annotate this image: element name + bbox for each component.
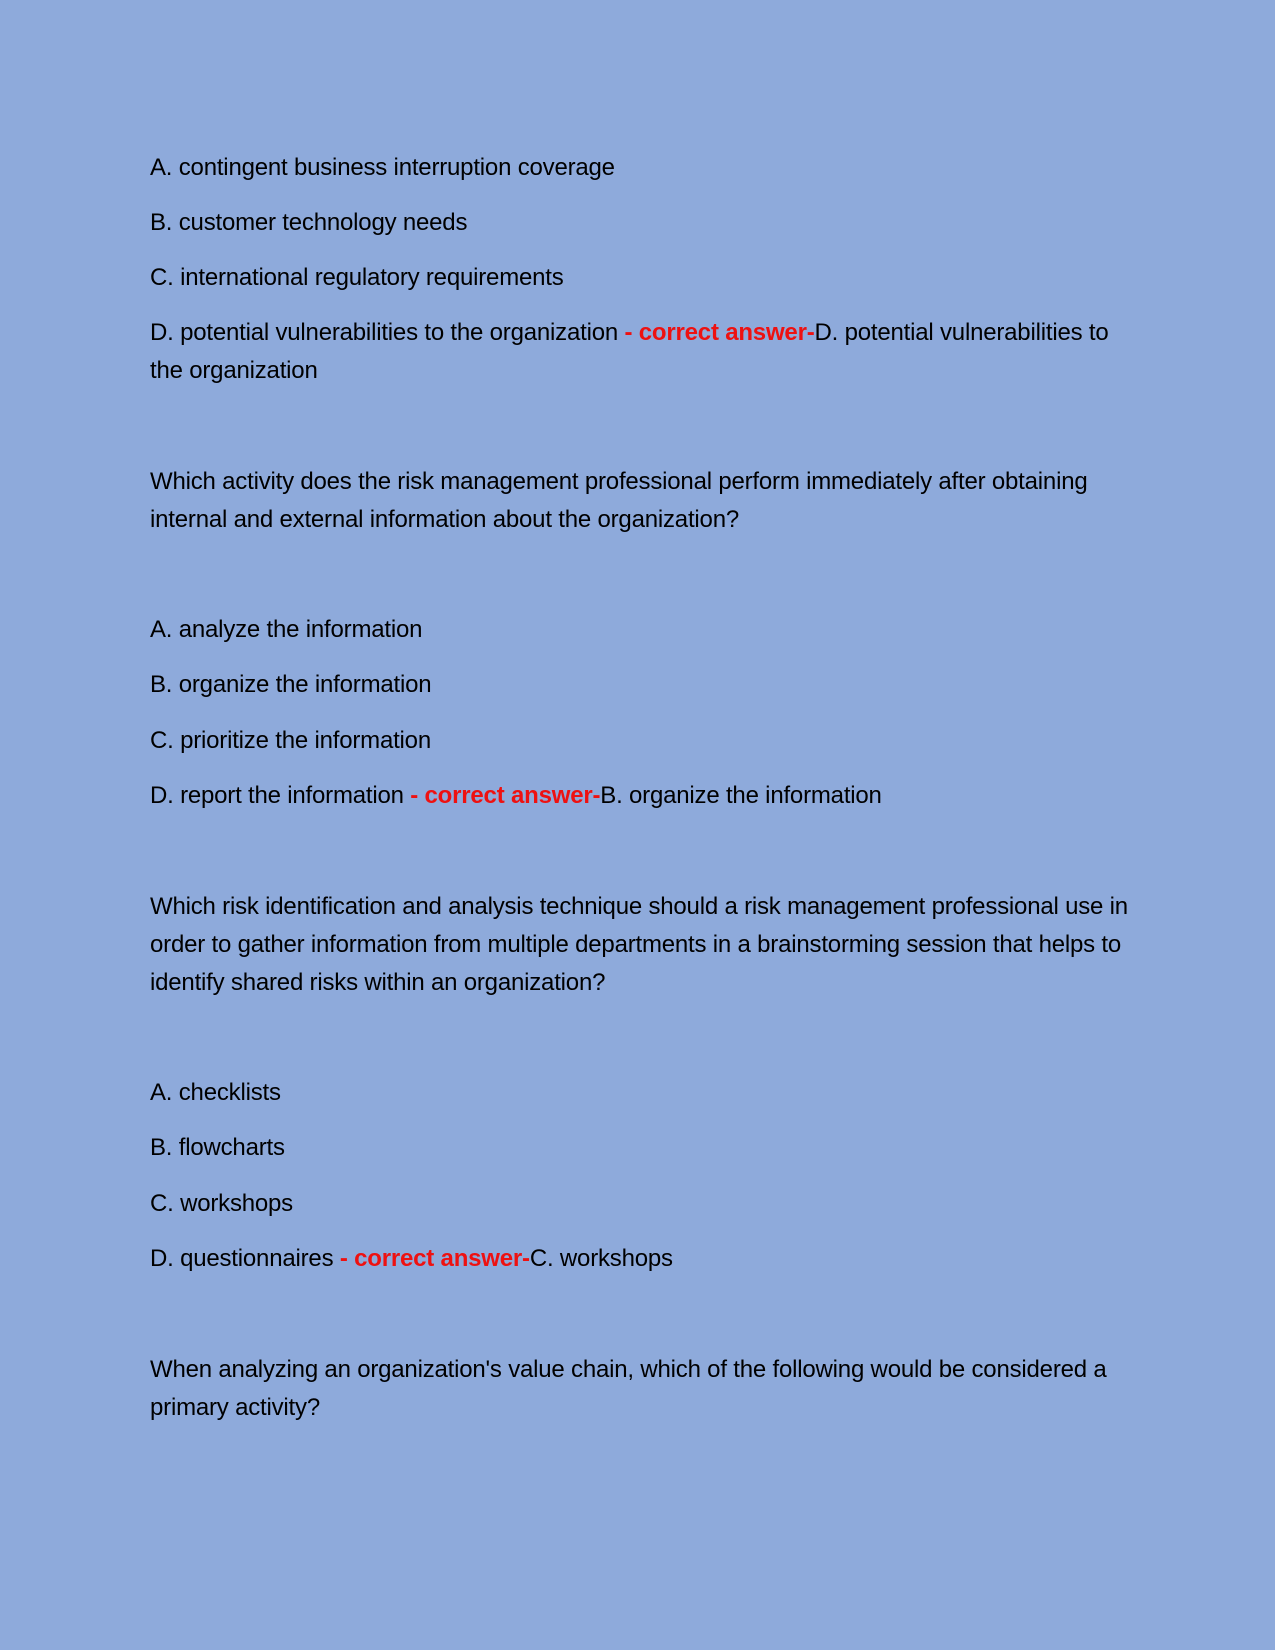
option-b: B. organize the information <box>150 671 432 698</box>
option-c: C. prioritize the information <box>150 727 431 754</box>
option-d-with-answer <box>150 1240 673 1278</box>
option-d: D. questionnaires <box>150 1245 334 1272</box>
question-text: Which activity does the risk management professional perform immediately after obtaining internal and external information about the organization? <box>150 468 1088 533</box>
correct-answer: B. organize the information <box>600 782 882 809</box>
option-a: A. checklists <box>150 1079 281 1106</box>
option-d: D. potential vulnerabilities to the organization <box>150 319 619 346</box>
correct-answer-marker: - correct answer- <box>618 319 815 346</box>
correct-answer-marker: - correct answer- <box>333 1245 530 1272</box>
option-c: C. international regulatory requirements <box>150 264 564 291</box>
option-d-with-answer <box>150 777 882 815</box>
correct-answer-marker: - correct answer- <box>403 782 601 809</box>
option-b: B. flowcharts <box>150 1134 285 1161</box>
option-b: B. customer technology needs <box>150 209 468 236</box>
option-c: C. workshops <box>150 1190 293 1217</box>
correct-answer: C. workshops <box>529 1245 673 1272</box>
question-text: Which risk identification and analysis technique should a risk management professional use in order to gather information from multiple departments in a brainstorming session that helps to identify shared risks within an organization? <box>150 893 1128 996</box>
question-text: When analyzing an organization's value chain, which of the following would be considered a primary activity? <box>150 1356 1107 1421</box>
option-d-with-answer <box>150 314 1135 390</box>
correct-answer: D. potential vulnerabilities to the organization <box>150 319 1109 384</box>
option-d: D. report the information <box>150 782 404 809</box>
option-a: A. analyze the information <box>150 616 423 643</box>
option-a: A. contingent business interruption coverage <box>150 154 615 181</box>
